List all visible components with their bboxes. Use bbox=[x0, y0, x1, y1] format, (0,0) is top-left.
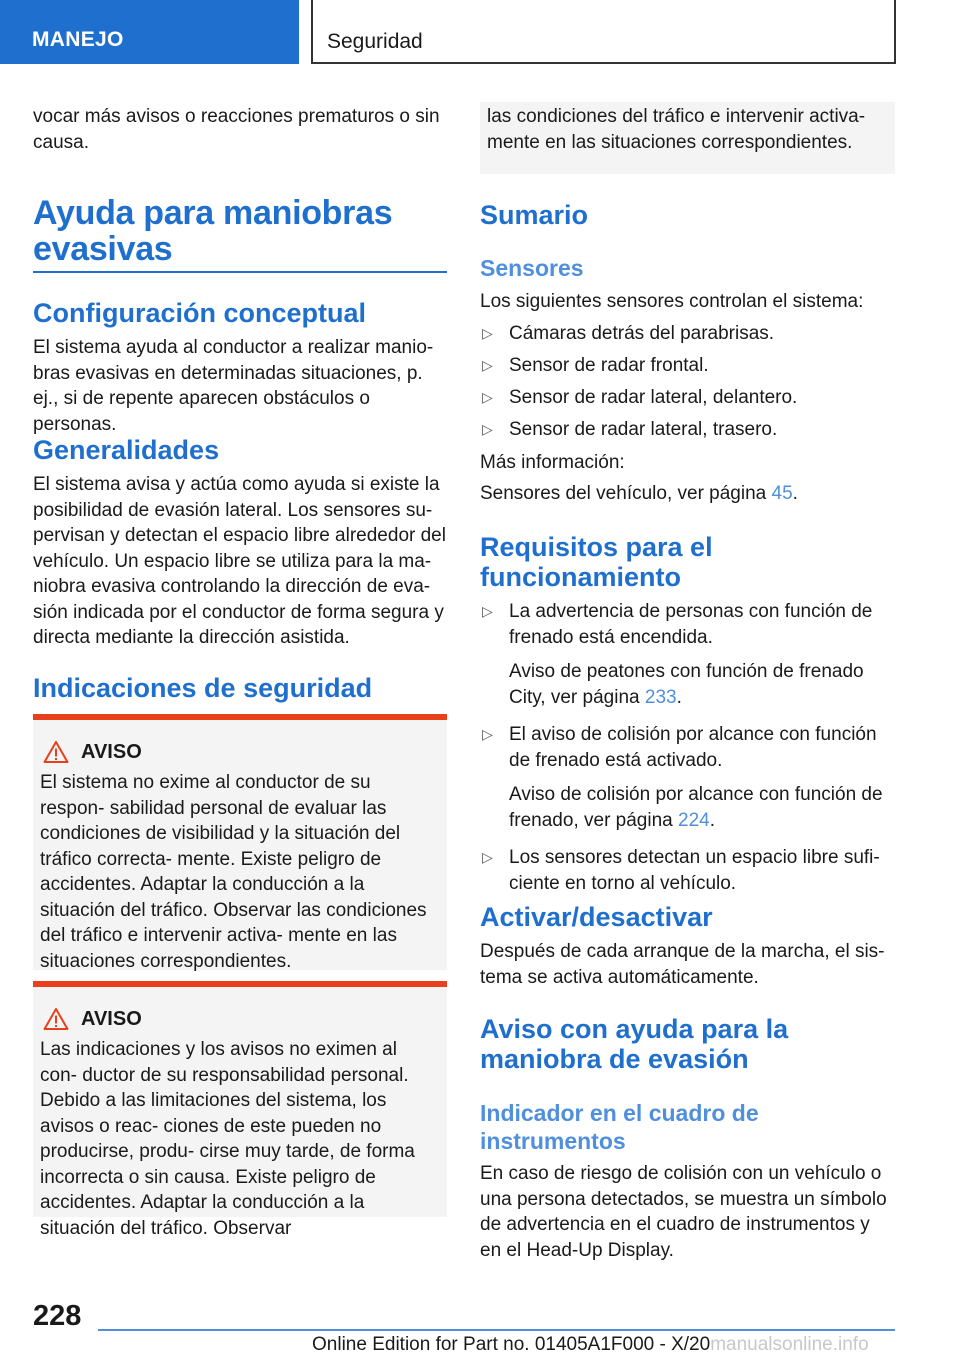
sensors-reference: Sensores del vehículo, ver página 45. bbox=[480, 483, 798, 504]
evasion-heading: Aviso con ayuda para la maniobra de evasión bbox=[480, 1014, 789, 1074]
page-title: Ayuda para maniobras evasivas bbox=[33, 194, 393, 268]
indicator-text: En caso de riesgo de colisión con un vehículo o una persona detectados, se muestra un símbolo de advertencia en el cuadro de instrumentos y en el Head-Up Display. bbox=[480, 1163, 887, 1261]
page-link[interactable]: 224 bbox=[678, 809, 710, 831]
activate-text: Después de cada arranque de la marcha, el sis- tema se activa automáticamente. bbox=[480, 941, 885, 988]
warning-triangle-icon bbox=[43, 740, 69, 764]
general-text: El sistema avisa y actúa como ayuda si existe la posibilidad de evasión lateral. Los sensores su- pervisan y detectan el espacio libre alrededor del vehículo. Un espacio libre se utiliza para la ma- niobra evasiva controlando la dirección de eva- sión indicada por el conductor de forma segura y directa mediante la dirección asistida. bbox=[33, 474, 446, 648]
warning-continuation-box bbox=[480, 102, 895, 174]
sensor-list bbox=[480, 321, 895, 443]
footer-rule bbox=[98, 1329, 895, 1331]
concept-text: El sistema ayuda al conductor a realizar manio- bras evasivas en determinadas situaciones, p. ej., si de repente aparecen obstáculos o personas. bbox=[33, 337, 434, 435]
list-item: ▷ Sensor de radar frontal. bbox=[480, 353, 895, 379]
list-item: ▷ Los sensores detectan un espacio libre sufi- ciente en torno al vehículo. bbox=[482, 847, 880, 894]
summary-heading: Sumario bbox=[480, 200, 589, 230]
warning-text: Las indicaciones y los avisos no eximen al con- ductor de su responsabilidad personal. Debido a las limitaciones del sistema, los avisos o reac- ciones de este pueden no producirse, produ- cirse muy tarde, de forma incorrecta o sin causa. Existe peligro de accidentes. Adaptar la conducción a la situación del tráfico. Observar bbox=[40, 1039, 415, 1239]
requirements-list bbox=[480, 599, 895, 896]
intro-text: vocar más avisos o reacciones prematuros o sin causa. bbox=[33, 106, 440, 153]
page-link[interactable]: 233 bbox=[644, 686, 677, 708]
warning-label: AVISO bbox=[81, 740, 142, 763]
section-tab bbox=[0, 0, 299, 64]
warning-triangle-icon bbox=[43, 1007, 69, 1031]
requirements-heading: Requisitos para el funcionamiento bbox=[480, 532, 713, 592]
bullet-triangle-icon: ▷ bbox=[482, 421, 493, 437]
safety-heading: Indicaciones de seguridad bbox=[33, 673, 373, 703]
bullet-triangle-icon: ▷ bbox=[482, 357, 493, 373]
list-item: ▷ Sensor de radar lateral, delantero. bbox=[480, 385, 895, 411]
bullet-triangle-icon: ▷ bbox=[482, 849, 493, 865]
title-rule bbox=[33, 271, 447, 273]
sensors-intro: Los siguientes sensores controlan el sistema: bbox=[480, 291, 864, 312]
activate-heading: Activar/desactivar bbox=[480, 902, 713, 932]
warning-box-1 bbox=[33, 714, 447, 970]
section-label: MANEJO bbox=[32, 28, 124, 51]
page-number: 228 bbox=[33, 1300, 82, 1332]
general-heading: Generalidades bbox=[33, 435, 220, 465]
watermark: manualsonline.info bbox=[710, 1334, 869, 1355]
footer-edition: Online Edition for Part no. 01405A1F000 - X/20manualsonline.info bbox=[312, 1334, 869, 1355]
warning-continuation-text: las condiciones del tráfico e intervenir activa- mente en las situaciones correspondientes. bbox=[487, 106, 866, 153]
warning-text: El sistema no exime al conductor de su respon- sabilidad personal de evaluar las condiciones de visibilidad y la situación del tráfico correcta- mente. Existe peligro de accidentes. Adaptar la conducción a la situación del tráfico. Observar las condiciones del tráfico e intervenir activa- mente en las situaciones correspondientes. bbox=[40, 772, 427, 972]
bullet-triangle-icon: ▷ bbox=[482, 603, 493, 619]
list-item: ▷ La advertencia de personas con función de frenado está encendida. Aviso de peatones con función de frenado City, ver página 233. bbox=[482, 601, 873, 708]
list-item: ▷ Sensor de radar lateral, trasero. bbox=[480, 417, 895, 443]
sensors-heading: Sensores bbox=[480, 255, 584, 281]
bullet-triangle-icon: ▷ bbox=[482, 726, 493, 742]
bullet-triangle-icon: ▷ bbox=[482, 325, 493, 341]
chapter-tab bbox=[311, 0, 896, 64]
page-link[interactable]: 45 bbox=[771, 483, 793, 504]
bullet-triangle-icon: ▷ bbox=[482, 389, 493, 405]
concept-heading: Configuración conceptual bbox=[33, 298, 367, 328]
list-item: ▷ Cámaras detrás del parabrisas. bbox=[480, 321, 895, 347]
warning-box-2 bbox=[33, 981, 447, 1239]
warning-label: AVISO bbox=[81, 1007, 142, 1030]
chapter-label: Seguridad bbox=[327, 30, 423, 53]
indicator-heading: Indicador en el cuadro de instrumentos bbox=[480, 1100, 759, 1154]
more-info-label: Más información: bbox=[480, 452, 625, 473]
list-item: ▷ El aviso de colisión por alcance con función de frenado está activado. Aviso de colisión por alcance con función de frenado, ver página 224. bbox=[482, 724, 883, 831]
